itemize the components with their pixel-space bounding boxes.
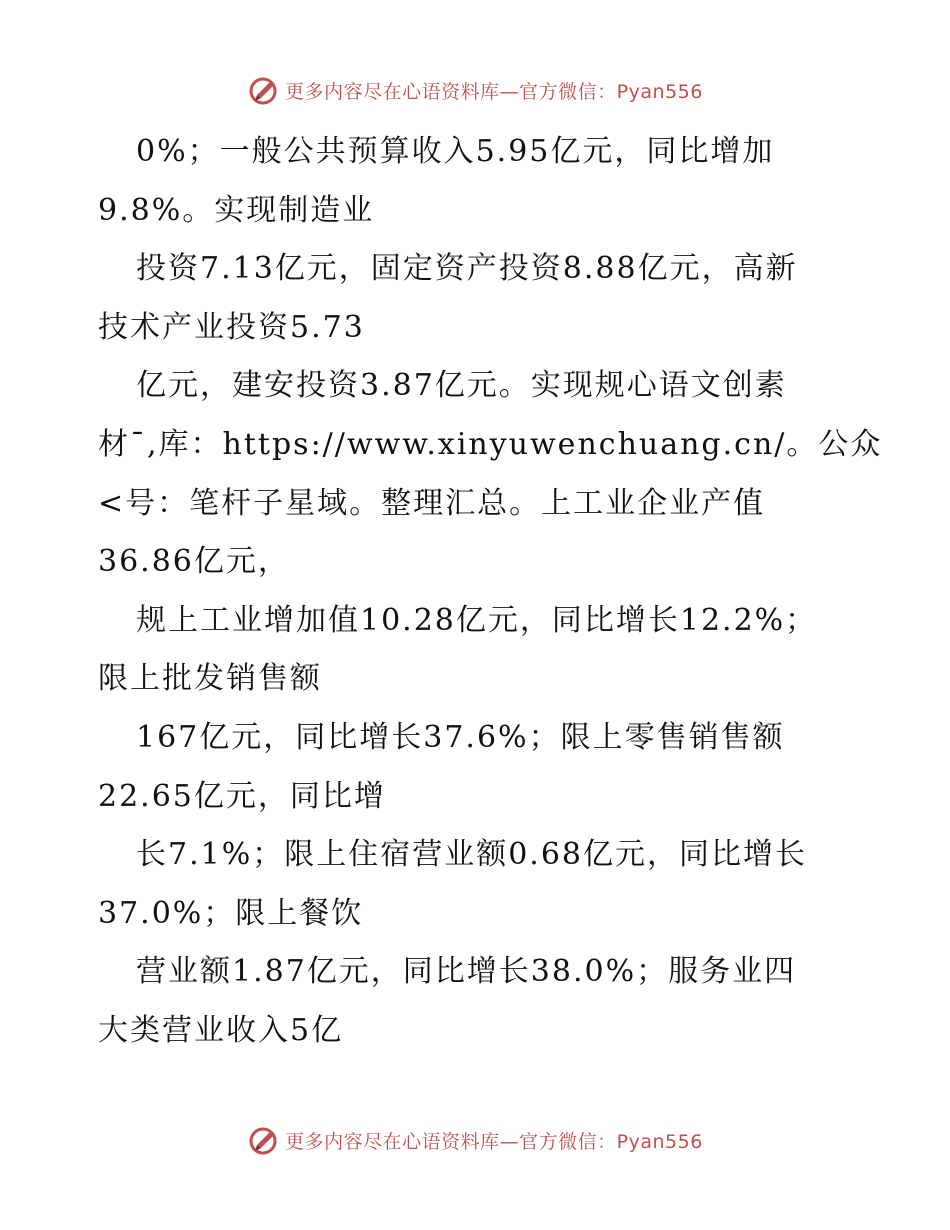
header-banner-text: 更多内容尽在心语资料库—官方微信：Pyan556 xyxy=(285,80,703,103)
text-line: 规上工业增加值10.28亿元，同比增长12.2%； xyxy=(136,602,818,638)
text-line: 167亿元，同比增长37.6%；限上零售销售额 xyxy=(136,719,785,755)
text-line: 长7.1%；限上住宿营业额0.68亿元，同比增长 xyxy=(136,837,808,873)
pen-circle-logo-icon xyxy=(247,1123,281,1157)
text-line: 37.0%；限上餐饮 xyxy=(98,895,364,931)
footer-banner xyxy=(0,1120,950,1160)
document-body xyxy=(98,123,883,1061)
header-banner xyxy=(0,70,950,110)
text-line: 36.86亿元， xyxy=(98,544,290,580)
text-line: 材¯,库：https://www.xinyuwenchuang.cn/。公众 xyxy=(98,426,883,462)
text-line: 0%；一般公共预算收入5.95亿元，同比增加 xyxy=(136,134,775,169)
text-line: 大类营业收入5亿 xyxy=(98,1012,344,1048)
text-line: 22.65亿元，同比增 xyxy=(98,778,386,814)
text-line: 亿元，建安投资3.87亿元。实现规心语文创素 xyxy=(136,368,787,404)
pen-circle-logo-icon xyxy=(247,73,281,107)
text-line: 9.8%。实现制造业 xyxy=(98,192,375,228)
text-line: <号：笔杆子星域。整理汇总。上工业企业产值 xyxy=(98,485,766,521)
footer-banner-text: 更多内容尽在心语资料库—官方微信：Pyan556 xyxy=(285,1130,703,1153)
text-line: 限上批发销售额 xyxy=(98,661,322,697)
text-line: 技术产业投资5.73 xyxy=(98,309,365,345)
text-line: 营业额1.87亿元，同比增长38.0%；服务业四 xyxy=(136,954,797,990)
text-line: 投资7.13亿元，固定资产投资8.88亿元，高新 xyxy=(136,251,798,287)
